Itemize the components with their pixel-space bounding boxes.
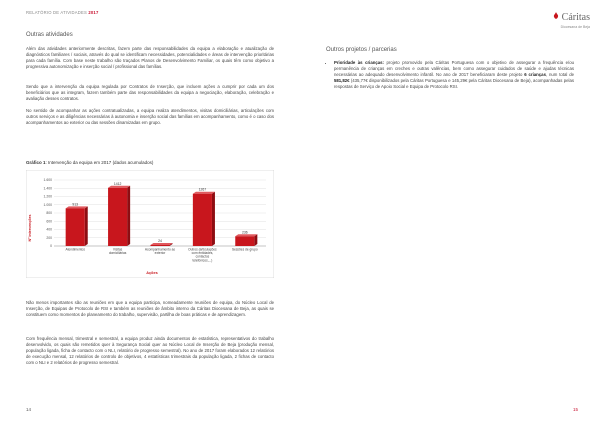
y-tick-label: 400 xyxy=(46,227,52,232)
page-number-right: 15 xyxy=(572,407,578,412)
y-tick-label: 1.200 xyxy=(43,194,52,199)
bar xyxy=(193,194,212,246)
logo-subtitle: Diocesana de Beja xyxy=(560,25,590,29)
data-label: 1412 xyxy=(113,181,122,186)
section-title-outras-atividades: Outras atividades xyxy=(26,32,73,38)
bar-top xyxy=(150,243,172,245)
bar-top xyxy=(108,186,130,188)
header-year: 2017 xyxy=(88,10,99,15)
x-tick-label: Visitas domiciliárias xyxy=(108,247,127,256)
data-label: 1267 xyxy=(198,187,207,192)
x-tick-label: Atendimentos xyxy=(65,247,85,252)
paragraph-4: Não menos importantes são as reuniões em que a equipa participa, nomeadamente reuniões de equipa, do Núcleo Local de Inserção, de Equipas de Protocolo de RSI e também as reuniões de âmbito interno da Cáritas Diocesana de Beja, as quais se constituem como momentos de planeamento do trabalho, supervisão, partilha de boas práticas e de aprendizagem. xyxy=(26,300,274,317)
section-title-outros-projetos: Outros projetos / parcerias xyxy=(326,47,397,53)
y-axis-label: Nº intervenções xyxy=(28,214,32,242)
data-label: 236 xyxy=(241,230,248,235)
bar-side xyxy=(212,192,215,246)
bar-top xyxy=(66,206,88,208)
x-tick-label: Outros (articulações com entidades, contactos telefónicos,...) xyxy=(188,247,217,263)
list-item xyxy=(334,60,574,90)
right-page xyxy=(300,0,600,424)
paragraph-3: No sentido de acompanhar as ações contratualizadas, a equipa realiza atendimentos, visitas domiciliárias, articulações com outros serviços e as diligências necessárias à autonomia e inserção social das famílias em acompanhamento, como é o caso dos acompanhamentos ao exterior ou das sessões dinamizadas em grupo. xyxy=(26,108,274,125)
y-tick-label: 600 xyxy=(46,219,52,224)
caritas-flame-icon xyxy=(552,12,560,20)
paragraph-5: Com frequência mensal, trimestral e semestral, a equipa produz ainda documentos de estatística, representativos do trabalho desenvolvido, os quais são remetidos quer à Segurança Social quer ao Núcleo Local de Inserção de Beja (produção mensal, população ligada, ficha de contacto com o NLI, relatório de progresso semestral). No ano de 2017 foram elaborados 12 relatórios de execução mensal, 12 relatórios de controlo de objetivos, 4 estatísticas trimestrais da população ligada, 2 fichas de contacto com o NLI e 2 relatórios de progresso semestral. xyxy=(26,336,274,365)
bar-side xyxy=(85,206,88,246)
bullet-text-2: , num total de xyxy=(545,71,575,77)
caption-text: : Intervenção da equipa em 2017 (dados acumulados) xyxy=(45,160,154,165)
caption-label: Gráfico 1 xyxy=(26,160,46,165)
y-tick-label: 1.400 xyxy=(43,186,52,191)
bar-top xyxy=(235,234,257,236)
bar xyxy=(66,208,85,246)
paragraph-1: Além das atividades anteriormente descritas, fazem parte das responsabilidades da equipa a elaboração e atualização de diagnósticos familiares / sociais, através do qual se identificam necessidades, potencialidades e áreas de intervenção prioritárias para cada família. Com base neste trabalho são traçados Planos de Desenvolvimento Familiar, os quais têm como objetivo a progressiva autonomização e inserção social / profissional das famílias. xyxy=(26,46,274,69)
bar xyxy=(235,236,254,246)
bar-top xyxy=(193,192,215,194)
x-tick-label: Sessões de grupo xyxy=(231,247,258,252)
chart-caption xyxy=(26,160,153,165)
data-label: 913 xyxy=(72,202,79,207)
paragraph-2: Sendo que a intervenção da equipa regulada por Contratos de Inserção, que incluem ações a cumprir por cada um dos beneficiários que as integram, fazem também parte das responsabilidades da equipa a negociação, elaboração, celebração e avaliação desses contratos. xyxy=(26,84,274,101)
page-header xyxy=(26,10,99,15)
y-tick-label: 0 xyxy=(50,244,52,249)
y-tick-label: 1.600 xyxy=(43,178,52,183)
bullet-text-3: (435,77€ disponibilizados pela Cáritas Portuguesa e 145,29€ pela Cáritas Diocesana de Beja), acompanhadas pelas respostas de Serviço de Apoio Social e Equipa de Protocolo RSI. xyxy=(334,77,574,89)
bullet-title: Prioridade às crianças: xyxy=(334,60,384,65)
x-tick-label: Acompanhamento ao exterior xyxy=(144,247,176,256)
y-tick-label: 800 xyxy=(46,211,52,216)
bullet-amount: 581,82€ xyxy=(334,77,350,83)
caritas-logo xyxy=(552,7,590,29)
logo-name: Cáritas xyxy=(561,12,590,23)
bar xyxy=(108,188,127,246)
y-tick-label: 1.000 xyxy=(43,202,52,207)
x-axis-label: Ações xyxy=(146,271,158,275)
bullet-text: projeto promovido pela Cáritas Portuguesa com o objetivo de assegurar a frequência e/ou permanência de crianças em creches e outras valências, bem como assegurar cuidados de saúde e ajudas técnicas necessárias ao adequado desenvolvimento infantil. No ano de 2017 beneficiaram deste projeto xyxy=(334,60,574,77)
chart-frame xyxy=(26,170,274,278)
bar-chart xyxy=(26,170,274,278)
page-number-left: 14 xyxy=(26,407,32,412)
y-tick-label: 200 xyxy=(46,235,52,240)
bar-side xyxy=(127,186,130,246)
project-list xyxy=(326,60,574,90)
data-label: 24 xyxy=(158,239,162,244)
bar xyxy=(150,245,169,246)
bullet-children: 6 crianças xyxy=(524,71,546,77)
header-prefix: RELATÓRIO DE ATIVIDADES xyxy=(26,10,87,15)
bar-side xyxy=(254,234,257,246)
